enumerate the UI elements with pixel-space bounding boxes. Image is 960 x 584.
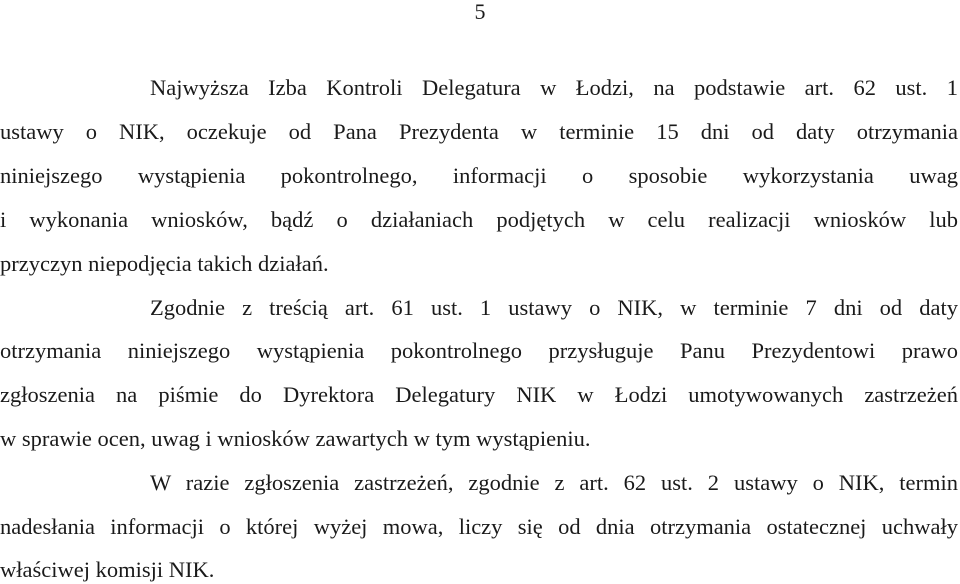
page-number: 5 — [474, 0, 486, 24]
paragraph-line: przyczyn niepodjęcia takich działań. — [0, 251, 329, 276]
paragraph-line: nadesłania informacji o której wyżej mowa, liczy się od dnia otrzymania ostatecznej uchwały — [0, 514, 958, 539]
paragraph-line: otrzymania niniejszego wystąpienia pokontrolnego przysługuje Panu Prezydentowi prawo — [0, 338, 958, 363]
paragraph-line: niniejszego wystąpienia pokontrolnego, informacji o sposobie wykorzystania uwag — [0, 163, 958, 188]
paragraph-line: właściwej komisji NIK. — [0, 557, 215, 582]
paragraph-line: w sprawie ocen, uwag i wniosków zawartych w tym wystąpieniu. — [0, 426, 591, 451]
paragraph-line: W razie zgłoszenia zastrzeżeń, zgodnie z art. 62 ust. 2 ustawy o NIK, termin — [150, 470, 958, 495]
paragraph-line: ustawy o NIK, oczekuje od Pana Prezydenta w terminie 15 dni od daty otrzymania — [0, 119, 958, 144]
paragraph-line: Najwyższa Izba Kontroli Delegatura w Łodzi, na podstawie art. 62 ust. 1 — [150, 75, 958, 100]
paragraph-line: i wykonania wniosków, bądź o działaniach podjętych w celu realizacji wniosków lub — [0, 207, 958, 232]
paragraph-line: zgłoszenia na piśmie do Dyrektora Delegatury NIK w Łodzi umotywowanych zastrzeżeń — [0, 382, 958, 407]
paragraph-line: Zgodnie z treścią art. 61 ust. 1 ustawy o NIK, w terminie 7 dni od daty — [150, 295, 958, 320]
